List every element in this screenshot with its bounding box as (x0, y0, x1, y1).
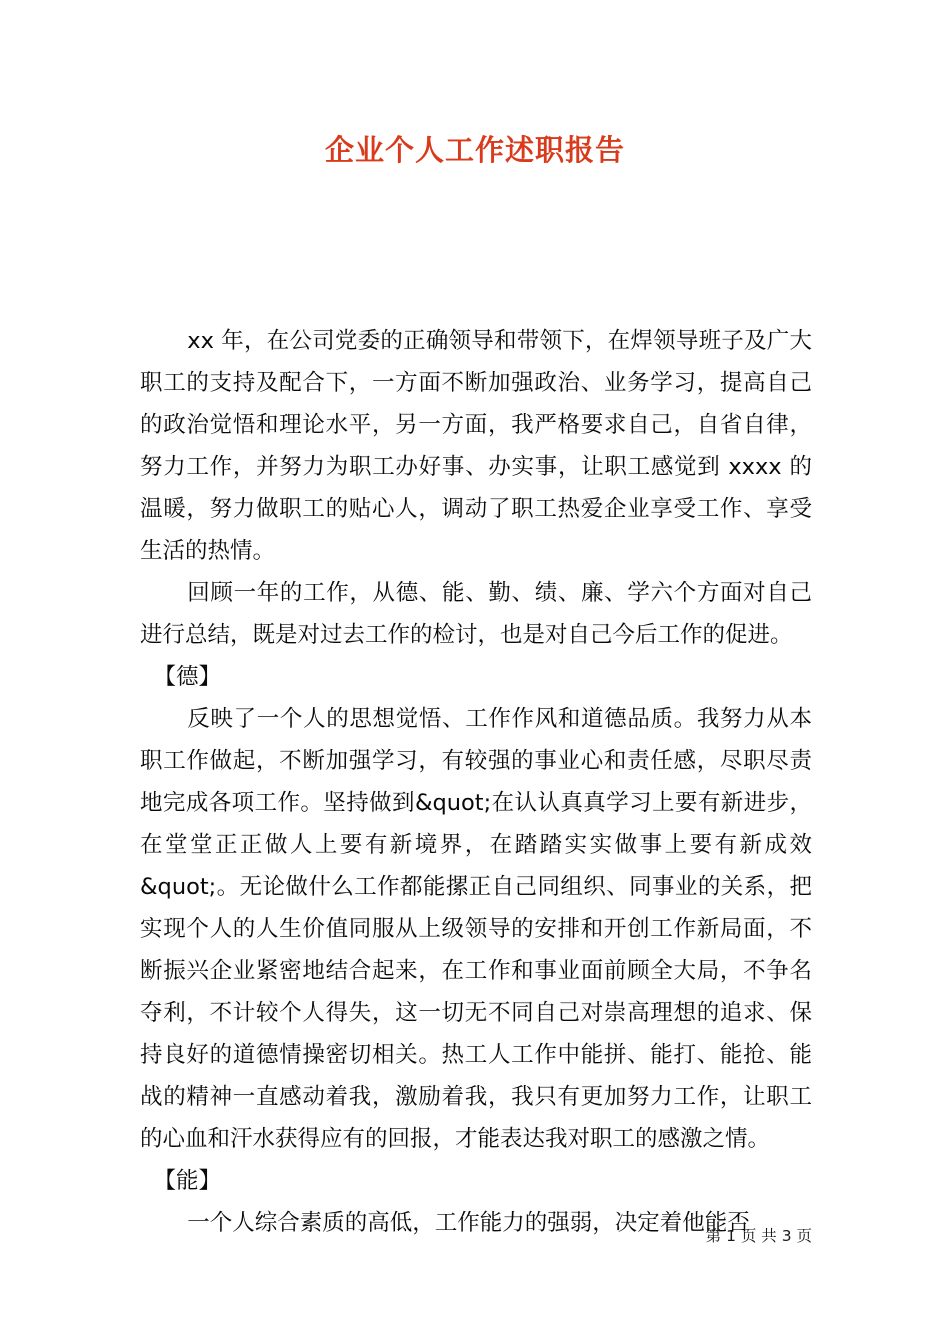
page-title: 企业个人工作述职报告 (324, 133, 625, 167)
section-heading-de: 【德】 (153, 664, 222, 690)
section-heading-neng: 【能】 (153, 1168, 222, 1194)
paragraph-3: 反映了一个人的思想觉悟、工作作风和道德品质。我努力从本职工作做起，不断加强学习，有较强的事业心和责任感，尽职尽责地完成各项工作。坚持做到&quot;在认认真真学习上要有新进步，在堂堂正正做人上要有新境界，在踏踏实实做事上要有新成效&quot;。无论做什么工作都能摞正自己同组织、同事业的关系，把实现个人的人生价值同服从上级领导的安排和开创工作新局面，不断振兴企业紧密地结合起来，在工作和事业面前顾全大局，不争名夺利，不计较个人得失，这一切无不同自己对崇高理想的追求、保持良好的道德情操密切相关。热工人工作中能拼、能打、能抢、能战的精神一直感动着我，激励着我，我只有更加努力工作，让职工的心血和汗水获得应有的回报，才能表达我对职工的感激之情。 (140, 706, 812, 1152)
document-body (140, 320, 812, 1244)
paragraph-4: 一个人综合素质的高低，工作能力的强弱，决定着他能否 (187, 1210, 750, 1236)
paragraph-2: 回顾一年的工作，从德、能、勤、绩、廉、学六个方面对自己进行总结，既是对过去工作的检讨，也是对自己今后工作的促进。 (140, 580, 812, 648)
paragraph-1: xx 年，在公司党委的正确领导和带领下，在焊领导班子及广大职工的支持及配合下，一方面不断加强政治、业务学习，提高自己的政治觉悟和理论水平，另一方面，我严格要求自己，自省自律，努力工作，并努力为职工办好事、办实事，让职工感觉到 xxxx 的温暖，努力做职工的贴心人，调动了职工热爱企业享受工作、享受生活的热情。 (140, 328, 812, 564)
page-number-footer: 第 1 页 共 3 页 (705, 1227, 812, 1245)
